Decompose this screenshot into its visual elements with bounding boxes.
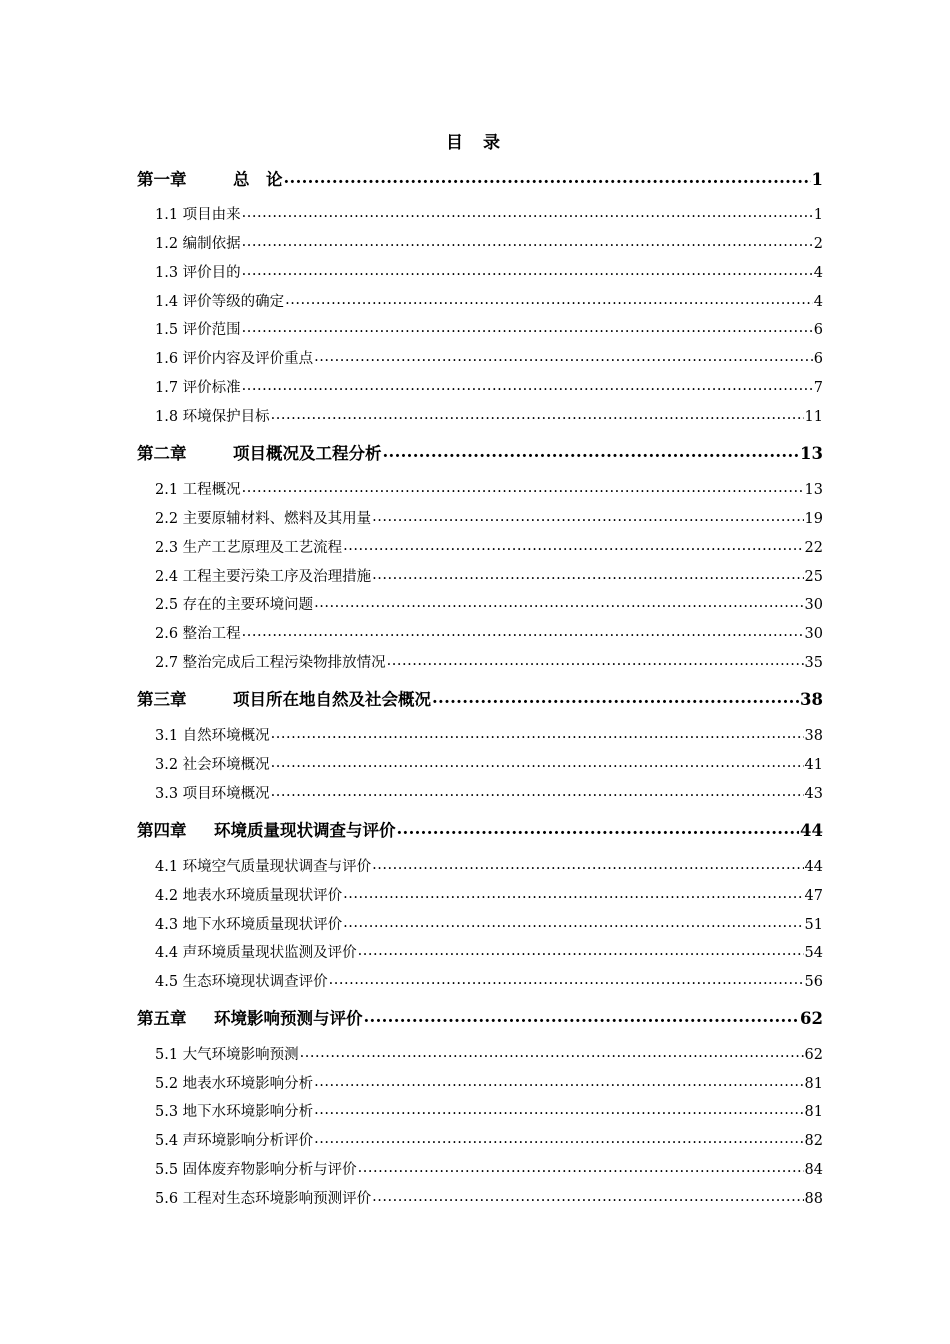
- section-title: 4.5 生态环境现状调查评价: [155, 974, 328, 990]
- toc-section-entry[interactable]: [155, 507, 823, 528]
- dot-leader: [358, 943, 804, 958]
- chapter-number: 第一章: [137, 170, 187, 189]
- toc-heading: 目录: [446, 133, 520, 153]
- toc-section-entry[interactable]: [155, 405, 823, 426]
- section-title: 2.2 主要原辅材料、燃料及其用量: [155, 511, 372, 527]
- toc-section-entry[interactable]: [155, 1043, 823, 1064]
- section-title: 1.2 编制依据: [155, 236, 241, 252]
- toc-chapter-entry[interactable]: [137, 440, 823, 464]
- page-number: 38: [804, 728, 823, 744]
- dot-leader: [343, 886, 803, 901]
- page-number: 4: [813, 265, 823, 281]
- toc-section-entry[interactable]: [155, 1129, 823, 1150]
- section-title: 3.3 项目环境概况: [155, 786, 270, 802]
- page-number: 62: [800, 1009, 823, 1028]
- section-title: 2.6 整治工程: [155, 626, 241, 642]
- toc-section-entry[interactable]: [155, 941, 823, 962]
- section-title: 3.2 社会环境概况: [155, 757, 270, 773]
- dot-leader: [343, 538, 803, 553]
- page-number: 51: [804, 917, 823, 933]
- dot-leader: [314, 1131, 803, 1146]
- section-title: 4.2 地表水环境质量现状评价: [155, 888, 343, 904]
- section-title: 1.6 评价内容及评价重点: [155, 351, 314, 367]
- section-title: 2.4 工程主要污染工序及治理措施: [155, 569, 372, 585]
- section-title: 1.7 评价标准: [155, 380, 241, 396]
- section-title: 5.4 声环境影响分析评价: [155, 1133, 314, 1149]
- dot-leader: [314, 1102, 803, 1117]
- dot-leader: [271, 784, 804, 799]
- toc-section-entry[interactable]: [155, 1158, 823, 1179]
- dot-leader: [314, 595, 803, 610]
- section-title: 2.5 存在的主要环境问题: [155, 597, 314, 613]
- section-title: 4.3 地下水环境质量现状评价: [155, 917, 343, 933]
- page-number: 2: [813, 236, 823, 252]
- toc-section-entry[interactable]: [155, 536, 823, 557]
- dot-leader: [271, 407, 804, 422]
- section-title: 1.5 评价范围: [155, 322, 241, 338]
- page-number: 1: [813, 207, 823, 223]
- section-title: 3.1 自然环境概况: [155, 728, 270, 744]
- dot-leader: [242, 263, 813, 278]
- page-number: 38: [800, 690, 823, 709]
- page-number: 81: [804, 1076, 823, 1092]
- toc-section-entry[interactable]: [155, 290, 823, 311]
- toc-section-entry[interactable]: [155, 1100, 823, 1121]
- page-number: 7: [813, 380, 823, 396]
- page-number: 43: [804, 786, 823, 802]
- chapter-number: 第二章: [137, 444, 187, 463]
- chapter-title: 项目所在地自然及社会概况: [233, 690, 431, 709]
- dot-leader: [329, 972, 804, 987]
- dot-leader: [242, 624, 804, 639]
- toc-section-entry[interactable]: [155, 232, 823, 253]
- page-number: 88: [804, 1191, 823, 1207]
- toc-section-entry[interactable]: [155, 478, 823, 499]
- page-number: 4: [813, 294, 823, 310]
- section-title: 1.4 评价等级的确定: [155, 294, 285, 310]
- dot-leader: [300, 1045, 804, 1060]
- dot-leader: [284, 169, 811, 186]
- section-title: 4.1 环境空气质量现状调查与评价: [155, 859, 372, 875]
- dot-leader: [364, 1008, 800, 1025]
- dot-leader: [372, 857, 803, 872]
- page-number: 6: [813, 322, 823, 338]
- page-number: 56: [804, 974, 823, 990]
- dot-leader: [397, 820, 800, 837]
- toc-section-entry[interactable]: [155, 593, 823, 614]
- section-title: 1.3 评价目的: [155, 265, 241, 281]
- toc-section-entry[interactable]: [155, 753, 823, 774]
- section-title: 5.5 固体废弃物影响分析与评价: [155, 1162, 357, 1178]
- page-number: 13: [800, 444, 823, 463]
- chapter-title: 环境影响预测与评价: [214, 1009, 363, 1028]
- dot-leader: [383, 443, 800, 460]
- section-title: 5.3 地下水环境影响分析: [155, 1104, 314, 1120]
- dot-leader: [372, 509, 803, 524]
- page-number: 30: [804, 626, 823, 642]
- page-number: 47: [804, 888, 823, 904]
- chapter-title: 总 论: [233, 170, 283, 189]
- toc-section-entry[interactable]: [155, 855, 823, 876]
- dot-leader: [372, 567, 803, 582]
- toc-section-entry[interactable]: [155, 203, 823, 224]
- dot-leader: [343, 915, 803, 930]
- toc-section-entry[interactable]: [155, 1072, 823, 1093]
- page-number: 22: [804, 540, 823, 556]
- dot-leader: [242, 205, 813, 220]
- page-number: 44: [804, 859, 823, 875]
- page-number: 35: [804, 655, 823, 671]
- section-title: 5.2 地表水环境影响分析: [155, 1076, 314, 1092]
- page-number: 44: [800, 821, 823, 840]
- toc-section-entry[interactable]: [155, 1187, 823, 1208]
- toc-chapter-entry[interactable]: [137, 1005, 823, 1029]
- toc-section-entry[interactable]: [155, 884, 823, 905]
- section-title: 2.1 工程概况: [155, 482, 241, 498]
- page-number: 19: [804, 511, 823, 527]
- dot-leader: [314, 349, 813, 364]
- toc-chapter-entry[interactable]: [137, 166, 823, 190]
- dot-leader: [387, 653, 804, 668]
- dot-leader: [242, 480, 804, 495]
- toc-section-entry[interactable]: [155, 318, 823, 339]
- dot-leader: [285, 292, 813, 307]
- dot-leader: [242, 378, 813, 393]
- section-title: 5.1 大气环境影响预测: [155, 1047, 299, 1063]
- chapter-number: 第五章: [137, 1009, 187, 1028]
- page-number: 81: [804, 1104, 823, 1120]
- page-number: 11: [804, 409, 823, 425]
- dot-leader: [242, 320, 813, 335]
- toc-section-entry[interactable]: [155, 622, 823, 643]
- page-number: 13: [804, 482, 823, 498]
- chapter-number: 第三章: [137, 690, 187, 709]
- page-number: 6: [813, 351, 823, 367]
- dot-leader: [242, 234, 813, 249]
- toc-section-entry[interactable]: [155, 724, 823, 745]
- page-number: 84: [804, 1162, 823, 1178]
- toc-section-entry[interactable]: [155, 376, 823, 397]
- toc-chapter-entry[interactable]: [137, 817, 823, 841]
- page-number: 25: [804, 569, 823, 585]
- section-title: 2.7 整治完成后工程污染物排放情况: [155, 655, 386, 671]
- section-title: 4.4 声环境质量现状监测及评价: [155, 945, 357, 961]
- toc-section-entry[interactable]: [155, 565, 823, 586]
- page-number: 30: [804, 597, 823, 613]
- toc-section-entry[interactable]: [155, 261, 823, 282]
- dot-leader: [358, 1160, 804, 1175]
- chapter-title: 环境质量现状调查与评价: [214, 821, 396, 840]
- toc-chapter-entry[interactable]: [137, 686, 823, 710]
- dot-leader: [271, 755, 804, 770]
- dot-leader: [432, 689, 799, 706]
- toc-section-entry[interactable]: [155, 347, 823, 368]
- toc-section-entry[interactable]: [155, 782, 823, 803]
- page-number: 82: [804, 1133, 823, 1149]
- dot-leader: [271, 726, 804, 741]
- section-title: 5.6 工程对生态环境影响预测评价: [155, 1191, 372, 1207]
- dot-leader: [314, 1074, 803, 1089]
- page-number: 62: [804, 1047, 823, 1063]
- chapter-title: 项目概况及工程分析: [233, 444, 382, 463]
- section-title: 1.8 环境保护目标: [155, 409, 270, 425]
- dot-leader: [372, 1189, 803, 1204]
- toc-section-entry[interactable]: [155, 913, 823, 934]
- page-number: 1: [811, 170, 823, 189]
- toc-section-entry[interactable]: [155, 651, 823, 672]
- chapter-number: 第四章: [137, 821, 187, 840]
- section-title: 2.3 生产工艺原理及工艺流程: [155, 540, 343, 556]
- page-number: 41: [804, 757, 823, 773]
- page-number: 54: [804, 945, 823, 961]
- toc-section-entry[interactable]: [155, 970, 823, 991]
- section-title: 1.1 项目由来: [155, 207, 241, 223]
